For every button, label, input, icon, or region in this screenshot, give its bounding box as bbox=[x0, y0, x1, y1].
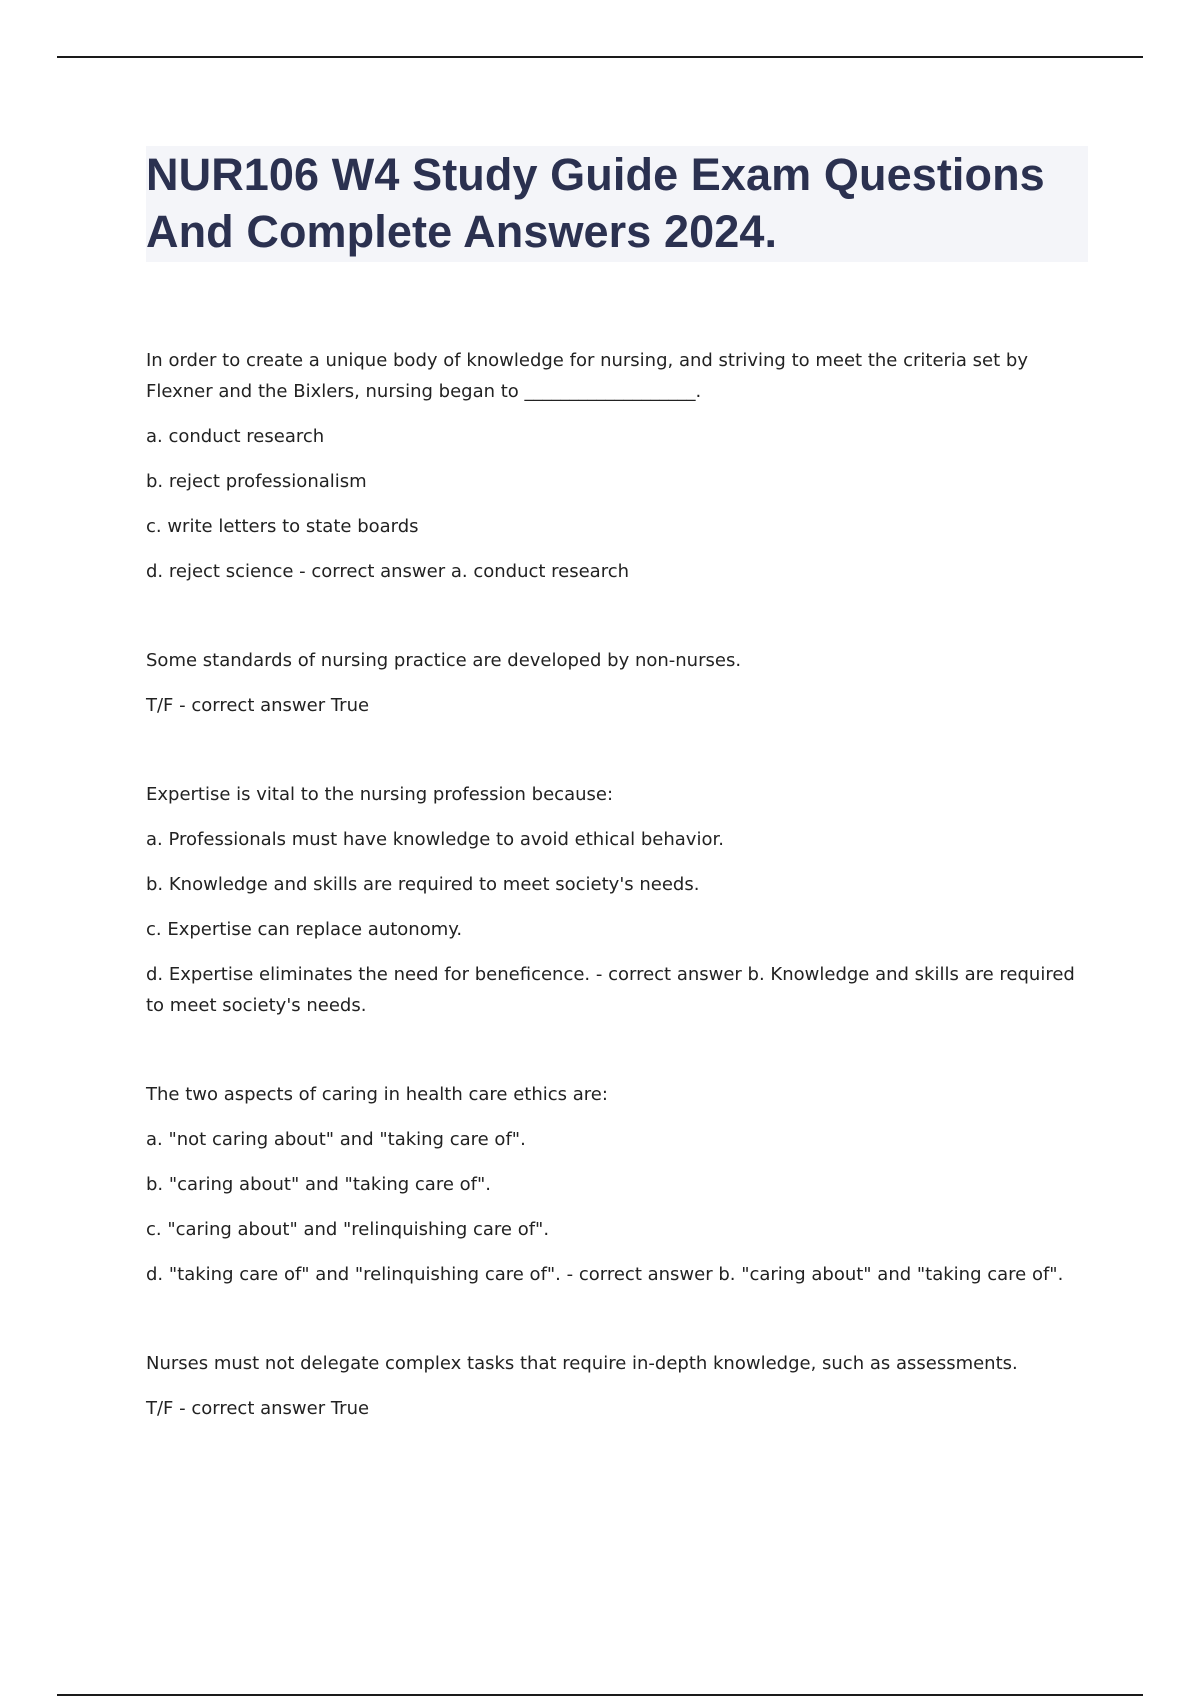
question-text: The two aspects of caring in health care ethics are: bbox=[146, 1084, 608, 1105]
question-text: Expertise is vital to the nursing profession because: bbox=[146, 784, 614, 805]
question-block-4 bbox=[146, 1079, 1086, 1290]
answer-line: a. "not caring about" and "taking care of". bbox=[146, 1129, 526, 1150]
answer-line: a. Professionals must have knowledge to avoid ethical behavior. bbox=[146, 829, 724, 850]
question-text: In order to create a unique body of knowledge for nursing, and striving to meet the criteria set by Flexner and the Bixlers, nursing began to ___________________. bbox=[146, 350, 1028, 402]
answer-line: T/F - correct answer True bbox=[146, 695, 370, 716]
answer-line: a. conduct research bbox=[146, 426, 325, 447]
top-rule bbox=[57, 56, 1143, 58]
question-text: Some standards of nursing practice are developed by non-nurses. bbox=[146, 650, 742, 671]
bottom-rule bbox=[57, 1694, 1143, 1696]
answer-line: c. Expertise can replace autonomy. bbox=[146, 919, 463, 940]
question-block-1 bbox=[146, 345, 1086, 587]
question-block-5 bbox=[146, 1348, 1086, 1424]
page-title: NUR106 W4 Study Guide Exam Questions And Complete Answers 2024. bbox=[146, 149, 1045, 257]
answer-line: b. "caring about" and "taking care of". bbox=[146, 1174, 491, 1195]
answer-line: c. "caring about" and "relinquishing care of". bbox=[146, 1219, 550, 1240]
title-block bbox=[146, 146, 1088, 262]
answer-line: d. Expertise eliminates the need for beneficence. - correct answer b. Knowledge and skills are required to meet society's needs. bbox=[146, 964, 1075, 1016]
answer-line: d. reject science - correct answer a. conduct research bbox=[146, 561, 630, 582]
answer-line: c. write letters to state boards bbox=[146, 516, 419, 537]
answer-line: d. "taking care of" and "relinquishing care of". - correct answer b. "caring about" and "taking care of". bbox=[146, 1264, 1064, 1285]
answer-line: b. reject professionalism bbox=[146, 471, 367, 492]
answer-line: T/F - correct answer True bbox=[146, 1398, 370, 1419]
question-block-2 bbox=[146, 645, 1086, 721]
questions-list bbox=[146, 345, 1086, 1482]
answer-line: b. Knowledge and skills are required to meet society's needs. bbox=[146, 874, 700, 895]
question-text: Nurses must not delegate complex tasks that require in-depth knowledge, such as assessments. bbox=[146, 1353, 1018, 1374]
question-block-3 bbox=[146, 779, 1086, 1021]
